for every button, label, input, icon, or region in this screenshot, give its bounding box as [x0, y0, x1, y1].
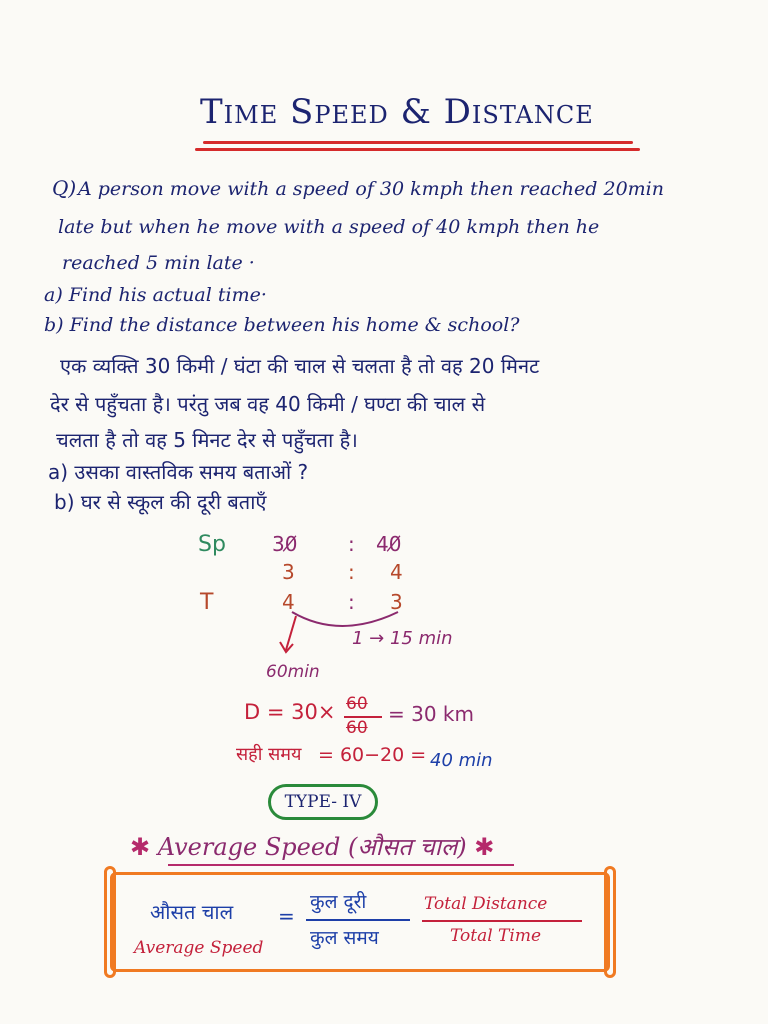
- formula-fraction-bar-english: [422, 920, 582, 922]
- correct-time-label: सही समय: [236, 744, 302, 765]
- formula-denominator-hindi: कुल समय: [310, 927, 379, 949]
- difference-bracket: [292, 612, 398, 626]
- hindi-part-b: b) घर से स्कूल की दूरी बताएँ: [54, 490, 267, 514]
- distance-numerator: 60: [346, 694, 368, 714]
- hindi-line-3: चलता है तो वह 5 मिनट देर से पहुँचता है।: [56, 428, 358, 452]
- type-badge: TYPE- IV: [268, 784, 378, 820]
- average-speed-heading-text: Average Speed (औसत चाल): [157, 833, 467, 861]
- t-value-b: 3: [390, 590, 403, 614]
- correct-time-calc: = 60−20 =: [318, 744, 427, 766]
- distance-lhs: D = 30×: [244, 700, 336, 724]
- question-line-2: late but when he move with a speed of 40 kmph then he: [58, 216, 600, 238]
- question-line-3: reached 5 min late ·: [62, 252, 255, 274]
- t-label: T: [200, 590, 214, 615]
- heading-underline: [168, 864, 514, 866]
- sp-label: Sp: [198, 532, 226, 557]
- sp-value-b: 40̸: [376, 532, 402, 556]
- correct-time-result: 40 min: [430, 750, 493, 771]
- sp-separator: :: [348, 532, 355, 556]
- question-label: Q): [52, 176, 77, 200]
- total-time-label: 60min: [266, 662, 320, 682]
- formula-numerator-english: Total Distance: [424, 894, 548, 914]
- average-speed-heading: [130, 830, 494, 863]
- sp-value-a: 30̸: [272, 532, 298, 556]
- t-separator: :: [348, 590, 355, 614]
- distance-denominator: 60: [346, 718, 368, 738]
- ratio-b: 4: [390, 560, 403, 584]
- question-line-1: A person move with a speed of 30 kmph then reached 20min: [78, 178, 664, 200]
- page-title: Time Speed & Distance: [200, 92, 594, 132]
- hindi-part-a: a) उसका वास्तविक समय बताओं ?: [48, 460, 309, 484]
- ratio-a: 3: [282, 560, 295, 584]
- formula-lhs-hindi: औसत चाल: [150, 900, 234, 924]
- formula-numerator-hindi: कुल दूरी: [310, 891, 367, 913]
- formula-denominator-english: Total Time: [450, 926, 542, 946]
- hindi-line-2: देर से पहुँचता है। परंतु जब वह 40 किमी / घण्टा की चाल से: [50, 392, 486, 416]
- star-icon-right: ✱: [474, 833, 495, 861]
- t-value-a: 4: [282, 590, 295, 614]
- difference-label: 1 → 15 min: [352, 628, 453, 649]
- formula-lhs-english: Average Speed: [134, 938, 264, 958]
- star-icon: ✱: [130, 833, 151, 861]
- hindi-line-1: एक व्यक्ति 30 किमी / घंटा की चाल से चलता है तो वह 20 मिनट: [60, 354, 540, 378]
- question-part-b: b) Find the distance between his home & school?: [44, 314, 520, 336]
- distance-result: = 30 km: [388, 702, 474, 726]
- formula-fraction-bar-hindi: [306, 919, 410, 921]
- question-part-a: a) Find his actual time·: [44, 284, 267, 306]
- formula-equals: =: [278, 904, 295, 928]
- ratio-separator: :: [348, 560, 355, 584]
